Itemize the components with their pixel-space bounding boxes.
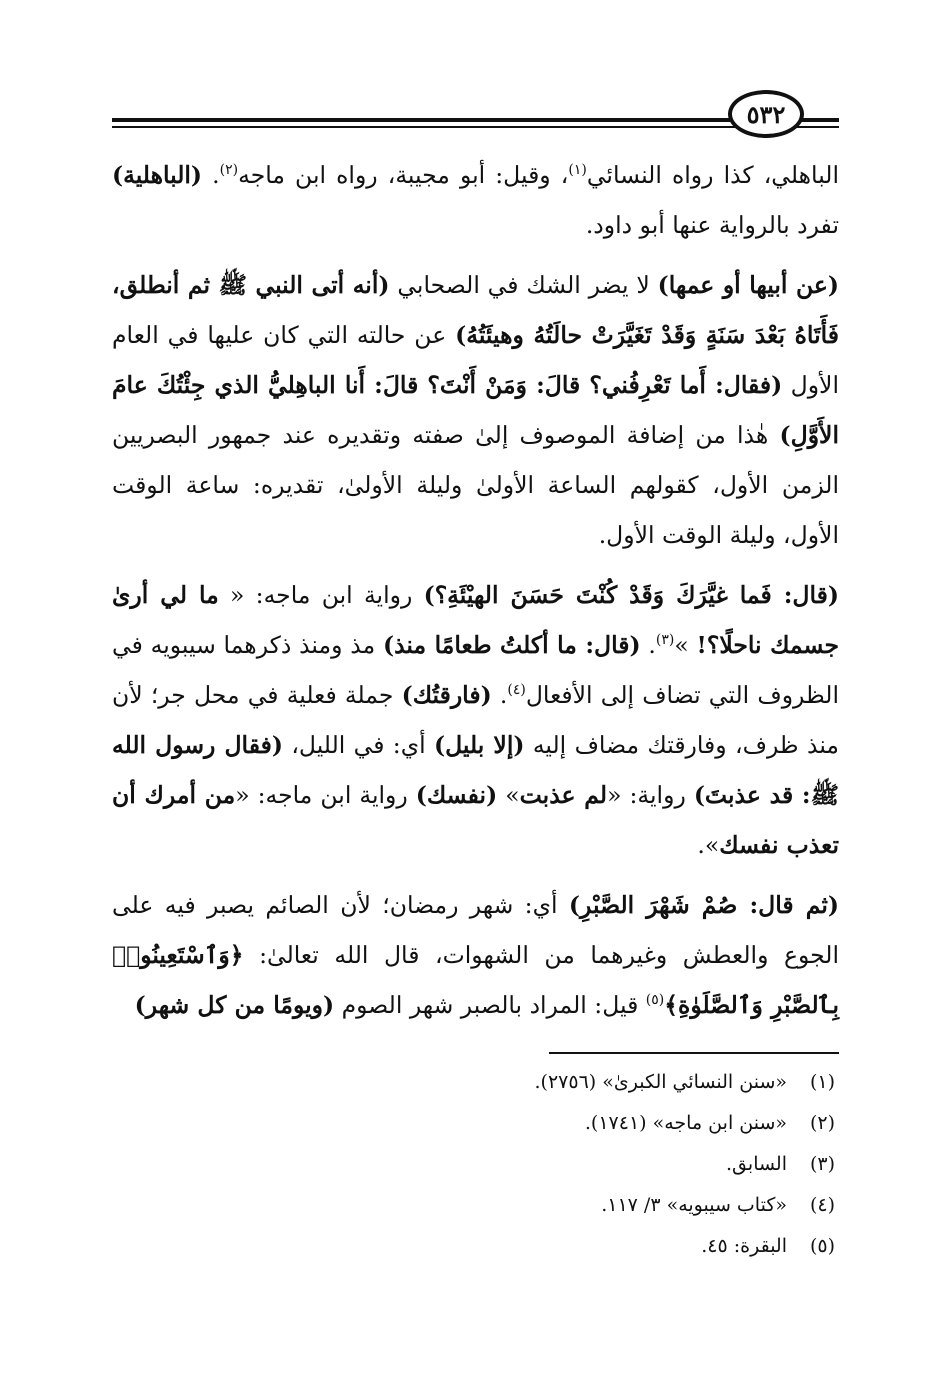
- body-text: .: [640, 631, 656, 659]
- paragraph-1: [112, 150, 839, 250]
- footnote-separator: [549, 1052, 839, 1054]
- body-text: هٰذا من إضافة الموصوف إلىٰ صفته وتقديره عند جمهور البصريين الزمن الأول، كقولهم الساعة الأولىٰ وليلة الأولىٰ، تقديره: ساعة الوقت الأول، وليلة الوقت الأول.: [112, 421, 839, 549]
- bold-text: (قال: فَما غيَّرَكَ وَقَدْ كُنْتَ حَسَنَ الهيْئَةِ؟): [423, 581, 839, 609]
- body-text: رواية: «: [607, 781, 694, 809]
- header-rule-thin: [112, 126, 839, 128]
- body-text: جملة فعلية في محل جر؛ لأن منذ ظرف، وفارقتك مضاف إليه: [112, 681, 839, 759]
- footnote-1: (١)«سنن النسائي الكبرىٰ» (٢٧٥٦).: [534, 1071, 835, 1093]
- body-text: ».: [697, 831, 720, 859]
- bold-text: (ويومًا من كل شهر): [134, 991, 335, 1019]
- bold-text: (أنه أتى النبي ﷺ ثم أنطلق، فَأَتَاهُ بَعْدَ سَنَةٍ وَقَدْ تَغَيَّرَتْ حالَتُهُ وهيئَتُهُ): [112, 271, 839, 349]
- bold-text: (قال: ما أكلتُ طعامًا منذ): [382, 631, 641, 659]
- footnote-4: (٤)«كتاب سيبويه» ٣/ ١١٧.: [601, 1194, 835, 1216]
- body-text: الباهلي، كذا رواه النسائي: [586, 161, 840, 189]
- page-number-badge: [728, 90, 804, 138]
- body-text: أي: في الليل،: [282, 731, 435, 759]
- bold-text: (الباهلية): [112, 161, 203, 189]
- bold-text: لم عذبت: [519, 781, 608, 809]
- bold-text: (نفسك): [415, 781, 498, 809]
- body-text: .: [202, 161, 220, 189]
- footnote-2: (٢)«سنن ابن ماجه» (١٧٤١).: [584, 1112, 835, 1134]
- footnote-ref: (٥): [645, 992, 665, 1009]
- body-text: »: [674, 631, 697, 659]
- body-text: مذ ومنذ ذكرهما سيبويه في الظروف التي تضاف إلى الأفعال: [112, 631, 839, 709]
- footnote-3: (٣)السابق.: [726, 1153, 835, 1175]
- bold-text: (فارقتُك): [401, 681, 492, 709]
- body-text: لا يضر الشك في الصحابي: [389, 271, 658, 299]
- body-text: ، وقيل: أبو مجيبة، رواه ابن ماجه: [238, 161, 569, 189]
- bold-text: ﴿وَٱسْتَعِينُوا۟ بِٱلصَّبْرِ وَٱلصَّلَوٰةِ﴾: [112, 941, 839, 1019]
- bold-text: (عن أبيها أو عمها): [657, 271, 839, 299]
- bold-text: ما لي أرىٰ جسمك ناحلًا؟!: [112, 581, 839, 659]
- body-text: .: [491, 681, 508, 709]
- bold-text: (ثم قال: صُمْ شَهْرَ الصَّبْرِ): [568, 891, 840, 919]
- main-text: [112, 150, 839, 1040]
- bold-text: من أمرك أن تعذب نفسك: [112, 781, 839, 859]
- body-text: رواية ابن ماجه: «: [218, 581, 424, 609]
- bold-text: (فقال: أَما تَعْرِفُني؟ قالَ: وَمَنْ أَنْتَ؟ قالَ: أَنا الباهِليُّ الذي جِئْتُكَ عامَ الأَوَّلِ): [112, 371, 839, 449]
- body-text: تفرد بالرواية عنها أبو داود.: [585, 211, 839, 239]
- bold-text: (فقال رسول الله ﷺ: قد عذبتَ): [112, 731, 839, 809]
- paragraph-4: [112, 880, 839, 1030]
- footnote-5: (٥)البقرة: ٤٥.: [701, 1235, 835, 1257]
- page-number: ٥٣٢: [746, 99, 786, 129]
- body-text: رواية ابن ماجه: «: [235, 781, 416, 809]
- body-text: أي: شهر رمضان؛ لأن الصائم يصبر فيه على الجوع والعطش وغيرهما من الشهوات، قال الله تعالىٰ:: [112, 891, 839, 969]
- footnote-ref: (٢): [219, 162, 239, 179]
- footnotes: [112, 1062, 839, 1267]
- paragraph-2: [112, 260, 839, 560]
- footnote-ref: (٣): [655, 632, 675, 649]
- footnote-ref: (١): [568, 162, 587, 179]
- body-text: قيل: المراد بالصبر شهر الصوم: [334, 991, 646, 1019]
- bold-text: (إلا بليل): [434, 731, 525, 759]
- paragraph-3: [112, 570, 839, 870]
- footnote-ref: (٤): [507, 682, 526, 699]
- body-text: عن حالته التي كان عليها في العام الأول: [112, 321, 839, 399]
- body-text: »: [497, 781, 520, 809]
